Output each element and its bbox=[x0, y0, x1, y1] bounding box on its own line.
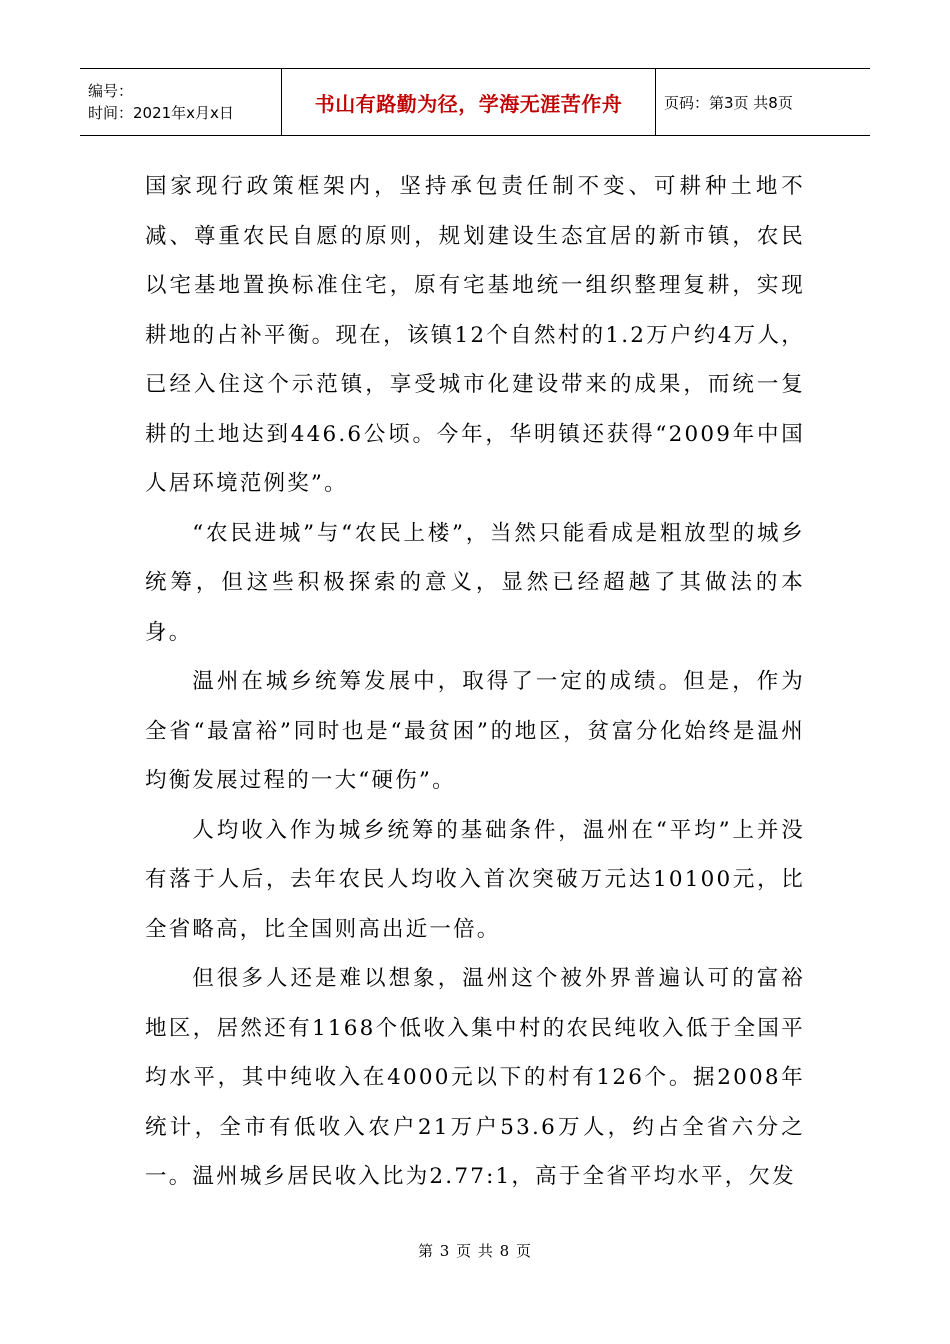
header-meta bbox=[80, 69, 282, 135]
paragraph: 温州在城乡统筹发展中，取得了一定的成绩。但是，作为全省“最富裕”同时也是“最贫困”的地区，贫富分化始终是温州均衡发展过程的一大“硬伤”。 bbox=[145, 669, 805, 793]
document-header bbox=[80, 68, 870, 136]
header-motto bbox=[282, 69, 656, 135]
page-info-text: 页码：第3页 共8页 bbox=[664, 93, 793, 112]
number-label: 编号： bbox=[88, 82, 134, 100]
document-body bbox=[145, 162, 805, 1202]
page-footer: 第 3 页 共 8 页 bbox=[418, 1242, 532, 1260]
motto-text: 书山有路勤为径，学海无涯苦作舟 bbox=[314, 91, 623, 116]
paragraph: 人均收入作为城乡统筹的基础条件，温州在“平均”上并没有落于人后，去年农民人均收入首次突破万元达10100元，比全省略高，比全国则高出近一倍。 bbox=[145, 817, 805, 942]
paragraph: “农民进城”与“农民上楼”，当然只能看成是粗放型的城乡统筹，但这些积极探索的意义，显然已经超越了其做法的本身。 bbox=[145, 520, 805, 645]
paragraph: 但很多人还是难以想象，温州这个被外界普遍认可的富裕地区，居然还有1168个低收入集中村的农民纯收入低于全国平均水平，其中纯收入在4000元以下的村有126个。据2008年统计，全市有低收入农户21万户53.6万人，约占全省六分之一。温州城乡居民收入比为2.77:1，高于全省平均水平，欠发 bbox=[145, 966, 805, 1189]
header-page-info bbox=[656, 69, 870, 135]
time-label: 时间：2021年x月x日 bbox=[88, 104, 234, 122]
paragraph-continued: 国家现行政策框架内，坚持承包责任制不变、可耕种土地不减、尊重农民自愿的原则，规划建设生态宜居的新市镇，农民以宅基地置换标准住宅，原有宅基地统一组织整理复耕，实现耕地的占补平衡。现在，该镇12个自然村的1.2万户约4万人，已经入住这个示范镇，享受城市化建设带来的成果，而统一复耕的土地达到446.6公顷。今年，华明镇还获得“2009年中国人居环境范例奖”。 bbox=[145, 174, 805, 496]
